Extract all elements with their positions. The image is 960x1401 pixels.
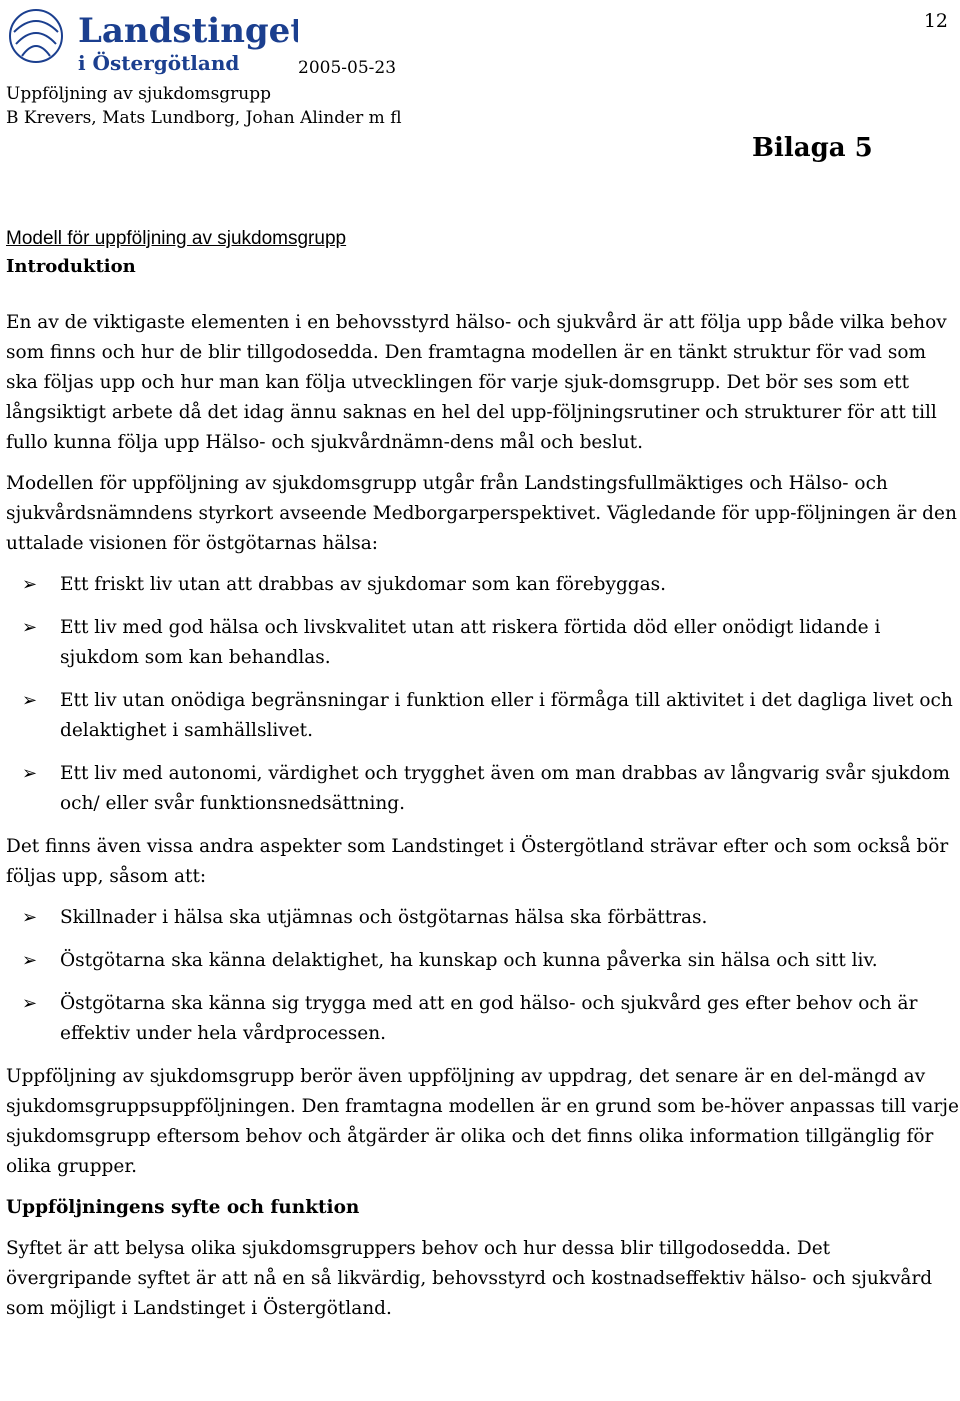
logo-main-text: Landstinget	[78, 11, 298, 51]
section-heading-purpose: Uppföljningens syfte och funktion	[6, 1197, 360, 1218]
header-subject: Uppföljning av sjukdomsgrupp	[6, 84, 272, 104]
landstinget-logo	[6, 4, 298, 78]
paragraph-assignments: Uppföljning av sjukdomsgrupp berör även uppföljning av uppdrag, det senare är en del-mängd av sjukdomsgruppsuppföljningen. Den framtagna modellen är en grund som be-höver anpassas till varje sjukdomsgrupp eftersom behov och åtgärder är olika och det finns olika information tillgänglig för olika grupper.	[6, 1066, 959, 1177]
arrow-bullet-icon: ➢	[22, 993, 38, 1014]
vision-list	[6, 570, 960, 819]
arrow-bullet-icon: ➢	[22, 950, 38, 971]
list-item: ➢ Skillnader i hälsa ska utjämnas och östgötarnas hälsa ska förbättras.	[6, 903, 960, 933]
appendix-label: Bilaga 5	[752, 133, 873, 163]
logo-emblem-icon	[6, 4, 298, 78]
list-item: ➢ Ett liv med god hälsa och livskvalitet utan att riskera förtida död eller onödigt lidande i sjukdom som kan behandlas.	[6, 613, 960, 673]
paragraph-model: Modellen för uppföljning av sjukdomsgrupp utgår från Landstingsfullmäktiges och Hälso- och sjukvårdsnämndens styrkort avseende Medborgarperspektivet. Vägledande för upp-följningen är den uttalade visionen för östgötarnas hälsa:	[6, 473, 957, 554]
page-number: 12	[923, 10, 948, 32]
paragraph-aspects: Det finns även vissa andra aspekter som Landstinget i Östergötland strävar efter och som också bör följas upp, såsom att:	[6, 836, 949, 887]
arrow-bullet-icon: ➢	[22, 574, 38, 595]
document-date: 2005-05-23	[298, 58, 397, 78]
arrow-bullet-icon: ➢	[22, 763, 38, 784]
document-title: Modell för uppföljning av sjukdomsgrupp	[6, 228, 347, 249]
paragraph-intro: En av de viktigaste elementen i en behovsstyrd hälso- och sjukvård är att följa upp både vilka behov som finns och hur de blir tillgodosedda. Den framtagna modellen är en tänkt struktur för vad som ska följas upp och hur man kan följa utvecklingen för varje sjuk-domsgrupp. Det bör ses som ett långsiktigt arbete då det idag ännu saknas en hel del upp-följningsrutiner och strukturer för att till fullo kunna följa upp Hälso- och sjukvårdnämn-dens mål och beslut.	[6, 312, 947, 453]
list-item: ➢ Ett friskt liv utan att drabbas av sjukdomar som kan förebyggas.	[6, 570, 960, 600]
list-item: ➢ Ett liv utan onödiga begränsningar i funktion eller i förmåga till aktivitet i det dagliga livet och delaktighet i samhällslivet.	[6, 686, 960, 746]
aspects-list	[6, 903, 960, 1049]
intro-heading: Introduktion	[6, 256, 136, 277]
header-authors: B Krevers, Mats Lundborg, Johan Alinder m fl	[6, 108, 402, 128]
logo-sub-text: i Östergötland	[78, 51, 240, 75]
arrow-bullet-icon: ➢	[22, 617, 38, 638]
list-item: ➢ Östgötarna ska känna delaktighet, ha kunskap och kunna påverka sin hälsa och sitt liv.	[6, 946, 960, 976]
document-body	[6, 308, 960, 1335]
arrow-bullet-icon: ➢	[22, 907, 38, 928]
list-item: ➢ Ett liv med autonomi, värdighet och trygghet även om man drabbas av långvarig svår sjukdom och/ eller svår funktionsnedsättning.	[6, 759, 960, 819]
list-item: ➢ Östgötarna ska känna sig trygga med att en god hälso- och sjukvård ges efter behov och är effektiv under hela vårdprocessen.	[6, 989, 960, 1049]
paragraph-purpose: Syftet är att belysa olika sjukdomsgruppers behov och hur dessa blir tillgodosedda. Det övergripande syftet är att nå en så likvärdig, behovsstyrd och kostnadseffektiv hälso- och sjukvård som möjligt i Landstinget i Östergötland.	[6, 1238, 933, 1319]
arrow-bullet-icon: ➢	[22, 690, 38, 711]
